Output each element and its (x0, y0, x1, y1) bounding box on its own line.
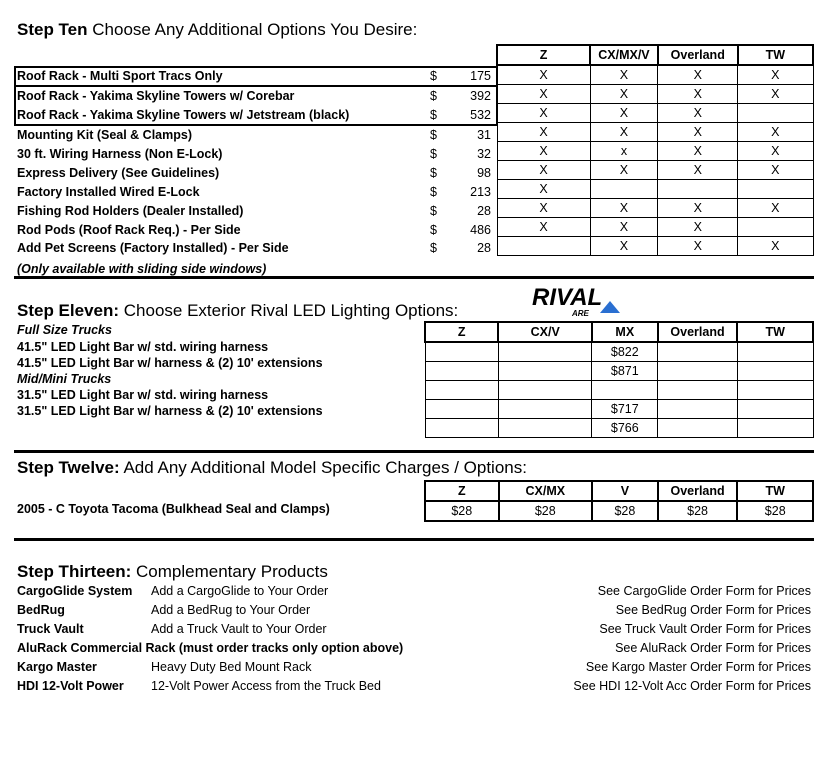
step-twelve-grid (424, 480, 814, 522)
col-header: TW (738, 45, 813, 65)
section-divider (14, 450, 814, 453)
step-ten-grid (496, 44, 814, 256)
currency-symbol: $ (430, 223, 437, 237)
availability-cell: X (738, 65, 813, 85)
price-cell: $766 (592, 419, 658, 438)
product-description: Add a Truck Vault to Your Order (151, 622, 327, 636)
col-header: TW (737, 322, 813, 342)
product-name: Kargo Master (17, 660, 97, 674)
option-label: Fishing Rod Holders (Dealer Installed) (17, 204, 244, 218)
col-header: CX/V (498, 322, 591, 342)
order-form-reference: See Kargo Master Order Form for Prices (585, 660, 811, 674)
section-divider (14, 538, 814, 541)
availability-cell: X (658, 85, 738, 104)
availability-cell: X (738, 161, 813, 180)
col-header: CX/MX/V (590, 45, 658, 65)
option-label: Mounting Kit (Seal & Clamps) (17, 128, 192, 142)
availability-cell: X (497, 85, 590, 104)
availability-cell: X (658, 237, 738, 256)
order-form-reference: See HDI 12-Volt Acc Order Form for Prices (573, 679, 811, 693)
availability-cell: X (590, 199, 658, 218)
currency-symbol: $ (430, 128, 437, 142)
option-label: Roof Rack - Multi Sport Tracs Only (17, 69, 223, 83)
group-heading: Mid/Mini Trucks (17, 372, 112, 386)
availability-cell: X (658, 104, 738, 123)
option-price: 98 (477, 166, 491, 180)
option-price: 213 (470, 185, 491, 199)
product-description: Heavy Duty Bed Mount Rack (151, 660, 312, 674)
led-row-label: 41.5" LED Light Bar w/ std. wiring harness (17, 340, 269, 354)
col-header: TW (737, 481, 813, 501)
availability-cell: X (497, 104, 590, 123)
availability-cell: X (590, 123, 658, 142)
availability-cell (738, 104, 813, 123)
col-header: Overland (658, 322, 738, 342)
currency-symbol: $ (430, 89, 437, 103)
availability-cell: X (658, 65, 738, 85)
availability-cell: X (590, 161, 658, 180)
availability-cell: X (590, 85, 658, 104)
option-price: 31 (477, 128, 491, 142)
order-form-reference: See CargoGlide Order Form for Prices (597, 584, 811, 598)
availability-cell: X (497, 180, 590, 199)
group-heading: Full Size Trucks (17, 323, 112, 337)
availability-cell: X (590, 218, 658, 237)
col-header: V (592, 481, 658, 501)
currency-symbol: $ (430, 204, 437, 218)
option-label: Express Delivery (See Guidelines) (17, 166, 220, 180)
charge-cell: $28 (425, 501, 499, 521)
availability-cell: X (497, 123, 590, 142)
availability-cell: X (738, 237, 813, 256)
product-name: CargoGlide System (17, 584, 133, 598)
step-ten-note: (Only available with sliding side windows) (17, 262, 267, 276)
availability-cell: X (738, 199, 813, 218)
availability-cell: X (590, 104, 658, 123)
availability-cell: X (497, 65, 590, 85)
option-price: 32 (477, 147, 491, 161)
availability-cell: x (590, 142, 658, 161)
option-label: Roof Rack - Yakima Skyline Towers w/ Jetstream (black) (17, 108, 350, 122)
option-price: 532 (470, 108, 491, 122)
availability-cell: X (497, 199, 590, 218)
col-header: Overland (658, 45, 738, 65)
availability-cell (497, 237, 590, 256)
availability-cell: X (658, 123, 738, 142)
currency-symbol: $ (430, 108, 437, 122)
option-label: Rod Pods (Roof Rack Req.) - Per Side (17, 223, 241, 237)
product-name: AluRack Commercial Rack (must order tracks only option above) (17, 641, 404, 655)
price-cell: $717 (592, 400, 658, 419)
charge-cell: $28 (592, 501, 658, 521)
logo-text: RIVAL (532, 284, 603, 311)
availability-cell: X (590, 237, 658, 256)
availability-cell: X (497, 218, 590, 237)
availability-cell (590, 180, 658, 199)
availability-cell (738, 218, 813, 237)
availability-cell (738, 180, 813, 199)
availability-cell: X (658, 142, 738, 161)
col-header: Overland (658, 481, 738, 501)
step-eleven-title: Step Eleven: Choose Exterior Rival LED Lighting Options: (17, 301, 459, 320)
col-header: Z (425, 481, 499, 501)
rival-logo (530, 279, 622, 319)
product-name: Truck Vault (17, 622, 84, 636)
col-header: Z (425, 322, 498, 342)
section-divider (14, 276, 814, 279)
option-price: 392 (470, 89, 491, 103)
option-price: 28 (477, 241, 491, 255)
divider (14, 85, 498, 87)
charge-cell: $28 (737, 501, 813, 521)
col-header: MX (592, 322, 658, 342)
roof-rack-highlight-box (14, 66, 498, 126)
availability-cell: X (497, 142, 590, 161)
led-row-label: 31.5" LED Light Bar w/ std. wiring harness (17, 388, 269, 402)
order-form-reference: See Truck Vault Order Form for Prices (599, 622, 811, 636)
step-twelve-title: Step Twelve: Add Any Additional Model Specific Charges / Options: (17, 458, 527, 477)
led-row-label: 31.5" LED Light Bar w/ harness & (2) 10' extensions (17, 404, 323, 418)
order-form-reference: See BedRug Order Form for Prices (615, 603, 811, 617)
currency-symbol: $ (430, 147, 437, 161)
step-eleven-grid (424, 321, 814, 438)
availability-cell: X (738, 85, 813, 104)
option-price: 28 (477, 204, 491, 218)
option-label: Roof Rack - Yakima Skyline Towers w/ Corebar (17, 89, 295, 103)
availability-cell: X (658, 218, 738, 237)
model-charge-label: 2005 - C Toyota Tacoma (Bulkhead Seal and Clamps) (17, 502, 330, 516)
charge-cell: $28 (499, 501, 593, 521)
currency-symbol: $ (430, 166, 437, 180)
step-ten-title: Step Ten Choose Any Additional Options You Desire: (17, 20, 418, 39)
option-label: Factory Installed Wired E-Lock (17, 185, 200, 199)
product-name: BedRug (17, 603, 65, 617)
availability-cell: X (658, 199, 738, 218)
availability-cell: X (738, 142, 813, 161)
col-header: CX/MX (499, 481, 593, 501)
price-cell: $871 (592, 362, 658, 381)
option-price: 486 (470, 223, 491, 237)
logo-sub: ARE (572, 309, 589, 318)
option-price: 175 (470, 69, 491, 83)
availability-cell: X (497, 161, 590, 180)
currency-symbol: $ (430, 185, 437, 199)
currency-symbol: $ (430, 69, 437, 83)
step-thirteen-title: Step Thirteen: Complementary Products (17, 562, 328, 581)
availability-cell (658, 180, 738, 199)
product-name: HDI 12-Volt Power (17, 679, 124, 693)
price-cell: $822 (592, 342, 658, 362)
product-description: 12-Volt Power Access from the Truck Bed (151, 679, 381, 693)
led-row-label: 41.5" LED Light Bar w/ harness & (2) 10' extensions (17, 356, 323, 370)
product-description: Add a BedRug to Your Order (151, 603, 311, 617)
product-description: Add a CargoGlide to Your Order (151, 584, 329, 598)
col-header: Z (497, 45, 590, 65)
option-label: Add Pet Screens (Factory Installed) - Per Side (17, 241, 289, 255)
availability-cell: X (658, 161, 738, 180)
currency-symbol: $ (430, 241, 437, 255)
availability-cell: X (590, 65, 658, 85)
option-label: 30 ft. Wiring Harness (Non E-Lock) (17, 147, 223, 161)
order-form-reference: See AluRack Order Form for Prices (615, 641, 811, 655)
charge-cell: $28 (658, 501, 738, 521)
availability-cell: X (738, 123, 813, 142)
